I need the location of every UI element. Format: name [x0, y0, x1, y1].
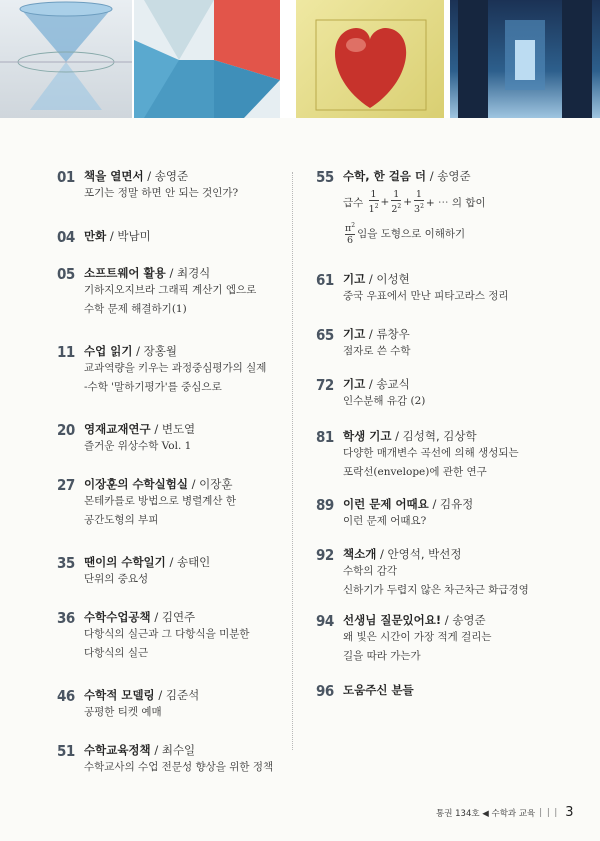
- entry-subtitle: 교과역량을 키우는 과정중심평가의 실제: [84, 362, 267, 374]
- entry-subtitle: 수학의 감각: [343, 565, 398, 577]
- entry-title: 책을 열면서: [84, 169, 144, 183]
- fraction: $\frac{1}{3^2}$: [414, 189, 424, 216]
- toc-entry[interactable]: 51 수학교육정책 / 최수일 수학교사의 수업 전문성 향상을 위한 정책: [57, 742, 302, 787]
- toc-entry[interactable]: 55 수학, 한 걸음 더 / 송영준 급수 $\frac{1}{1^2}$ + $\frac{1}{2^2}$ + $\frac{1}{3^2}$ + ⋯ 의 합이 $\frac{\pi^2}{6}$ 임을 도형으로 이해하기: [316, 168, 566, 271]
- entry-subtitle: 공간도형의 부피: [84, 514, 159, 526]
- page-number: 36: [57, 609, 75, 627]
- page-number: 35: [57, 554, 75, 572]
- entry-author: 안영석, 박선정: [387, 547, 462, 561]
- pythagoras-illustration: [134, 0, 280, 118]
- toc-right-column: [316, 168, 566, 712]
- page-footer: [436, 805, 574, 820]
- entry-title: 수업 읽기: [84, 344, 133, 358]
- fraction: $\frac{1}{1^2}$: [368, 189, 379, 216]
- entry-author: 이장훈: [199, 477, 233, 491]
- toc-entry[interactable]: 65 기고 / 류창우 점자로 쓴 수학: [316, 326, 566, 376]
- issue-label: 통권 134호 ◀ 수학과 교육: [436, 808, 536, 819]
- entry-title: 기고: [343, 377, 366, 391]
- entry-author: 김연주: [161, 610, 196, 624]
- page-number: 65: [316, 326, 334, 344]
- entry-author: 송교식: [376, 377, 410, 391]
- page-number: 01: [57, 168, 75, 186]
- page-number: 04: [57, 228, 75, 246]
- toc-entry[interactable]: 36 수학수업공책 / 김연주 다항식의 실근과 그 다항식을 미분한 다항식의 실근: [57, 609, 302, 687]
- toc-entry[interactable]: 04 만화 / 박남미: [57, 228, 151, 246]
- fraction: $\frac{\pi^2}{6}$: [345, 222, 356, 247]
- footer-bars: | | |: [539, 807, 559, 818]
- toc-entry[interactable]: 94 선생님 질문있어요! / 송영준 왜 빛은 시간이 가장 적게 걸리는 길을 따라 가는가: [316, 612, 566, 682]
- page-number: 55: [316, 168, 334, 186]
- toc-entry[interactable]: 89 이런 문제 어때요 / 김유정 이런 문제 어때요?: [316, 496, 566, 546]
- toc-entry[interactable]: 11 수업 읽기 / 장홍월 교과역량을 키우는 과정중심평가의 실제 -수학 '말하기평가'를 중심으로: [57, 343, 302, 421]
- toc-entry[interactable]: 35 땐이의 수학일기 / 송태인 단위의 중요성: [57, 554, 302, 609]
- toc-entry[interactable]: 20 영재교재연구 / 변도열 즐거운 위상수학 Vol. 1: [57, 421, 302, 476]
- header-banner: [0, 0, 600, 118]
- page-number: 72: [316, 376, 334, 394]
- page-number: 05: [57, 265, 75, 283]
- entry-author: 장홍월: [143, 344, 177, 358]
- entry-title: 영재교재연구: [84, 422, 151, 436]
- entry-title: 기고: [343, 327, 366, 341]
- entry-subtitle: 단위의 중요성: [84, 573, 149, 585]
- heart-cube-illustration: [296, 0, 444, 118]
- toc-left-column: [57, 168, 302, 787]
- entry-author: 변도열: [161, 422, 196, 436]
- series-formula: 급수 $\frac{1}{1^2}$ + $\frac{1}{2^2}$ + $\frac{1}{3^2}$ + ⋯ 의 합이: [343, 189, 486, 216]
- toc-entry[interactable]: 72 기고 / 송교식 인수분해 유감 (2): [316, 376, 566, 428]
- entry-subtitle: 몬테카를로 방법으로 병렬계산 한: [84, 495, 237, 507]
- toc-entry[interactable]: [316, 682, 566, 712]
- entry-subtitle: 중국 우표에서 만난 피타고라스 정리: [343, 290, 509, 302]
- page-number: 51: [57, 742, 75, 760]
- entry-author: 김준석: [165, 688, 200, 702]
- entry-subtitle: 포락선(envelope)에 관한 연구: [343, 466, 487, 478]
- toc-entry[interactable]: 92 책소개 / 안영석, 박선정 수학의 감각 신하기가 두렵지 않은 차근차근 화급경영: [316, 546, 566, 612]
- page-folio: 3: [565, 805, 574, 820]
- entry-author: 최경식: [176, 266, 211, 280]
- entry-title: 이런 문제 어때요: [343, 497, 429, 511]
- page-number: 46: [57, 687, 75, 705]
- entry-author: 이성현: [376, 272, 410, 286]
- entry-title: 도움주신 분들: [343, 683, 414, 697]
- entry-subtitle: 기하지오지브라 그래픽 계산기 엡으로: [84, 284, 257, 296]
- entry-subtitle: 다항식의 실근과 그 다항식을 미분한: [84, 628, 250, 640]
- entry-title: 만화: [84, 229, 107, 243]
- page-number: 20: [57, 421, 75, 439]
- toc-entry[interactable]: 05 소프트웨어 활용 / 최경식 기하지오지브라 그래픽 계산기 엡으로 수학 문제 해결하기(1): [57, 265, 302, 343]
- server-room-photo: [450, 0, 600, 118]
- entry-author: 김성혁, 김상학: [402, 429, 477, 443]
- entry-title: 땐이의 수학일기: [84, 555, 166, 569]
- entry-subtitle: 인수분해 유감 (2): [343, 395, 426, 407]
- toc-entry[interactable]: 01 책을 열면서 / 송영준 포기는 정말 하면 안 되는 것인가?: [57, 168, 302, 228]
- entry-subtitle: 다항식의 실근: [84, 647, 149, 659]
- entry-subtitle: 길을 따라 가는가: [343, 650, 421, 662]
- page-number: 92: [316, 546, 334, 564]
- entry-subtitle: 수학교사의 수업 전문성 향상을 위한 정책: [84, 761, 274, 773]
- entry-subtitle: -수학 '말하기평가'를 중심으로: [84, 381, 222, 393]
- entry-author: 송영준: [452, 613, 486, 627]
- entry-author: 최수일: [161, 743, 196, 757]
- entry-title: 책소개: [343, 547, 377, 561]
- entry-title: 수학수업공책: [84, 610, 151, 624]
- entry-title: 이장훈의 수학실험실: [84, 477, 188, 491]
- entry-title: 학생 기고: [343, 429, 392, 443]
- page-number: 89: [316, 496, 334, 514]
- fraction: $\frac{1}{2^2}$: [391, 189, 402, 216]
- entry-subtitle: 왜 빛은 시간이 가장 적게 걸리는: [343, 631, 492, 643]
- entry-author: 송태인: [176, 555, 211, 569]
- series-result: $\frac{\pi^2}{6}$ 임을 도형으로 이해하기: [345, 222, 466, 247]
- entry-author: 류창우: [376, 327, 410, 341]
- entry-subtitle: 다양한 매개변수 곡선에 의해 생성되는: [343, 447, 519, 459]
- toc-entry[interactable]: 81 학생 기고 / 김성혁, 김상학 다양한 매개변수 곡선에 의해 생성되는 포락선(envelope)에 관한 연구: [316, 428, 566, 496]
- entry-author: 송영준: [437, 169, 471, 183]
- cone-illustration: [0, 0, 132, 118]
- entry-author: 송영준: [154, 169, 189, 183]
- entry-subtitle: 즐거운 위상수학 Vol. 1: [84, 440, 192, 452]
- entry-title: 수학교육정책: [84, 743, 151, 757]
- entry-title: 기고: [343, 272, 366, 286]
- entry-subtitle: 공평한 티켓 예매: [84, 706, 162, 718]
- entry-subtitle: 포기는 정말 하면 안 되는 것인가?: [84, 187, 239, 199]
- entry-title: 수학, 한 걸음 더: [343, 169, 427, 183]
- entry-title: 소프트웨어 활용: [84, 266, 166, 280]
- entry-author: 박남미: [117, 229, 151, 243]
- page-number: 81: [316, 428, 334, 446]
- entry-subtitle: 신하기가 두렵지 않은 차근차근 화급경영: [343, 584, 529, 596]
- page-number: 61: [316, 271, 334, 289]
- page-number: 27: [57, 476, 75, 494]
- entry-subtitle: 점자로 쓴 수학: [343, 345, 411, 357]
- page-number: 96: [316, 682, 334, 700]
- entry-subtitle: 이런 문제 어때요?: [343, 515, 427, 527]
- page-number: 94: [316, 612, 334, 630]
- entry-subtitle: 수학 문제 해결하기(1): [84, 303, 187, 315]
- page-number: 11: [57, 343, 75, 361]
- toc-entry[interactable]: 27 이장훈의 수학실험실 / 이장훈 몬테카를로 방법으로 병렬계산 한 공간도형의 부피: [57, 476, 302, 554]
- toc-entry[interactable]: 61 기고 / 이성현 중국 우표에서 만난 피타고라스 정리: [316, 271, 566, 326]
- entry-title: 선생님 질문있어요!: [343, 613, 442, 627]
- entry-title: 수학적 모델링: [84, 688, 155, 702]
- entry-author: 김유정: [439, 497, 474, 511]
- toc-entry[interactable]: 46 수학적 모델링 / 김준석 공평한 티켓 예매: [57, 687, 302, 742]
